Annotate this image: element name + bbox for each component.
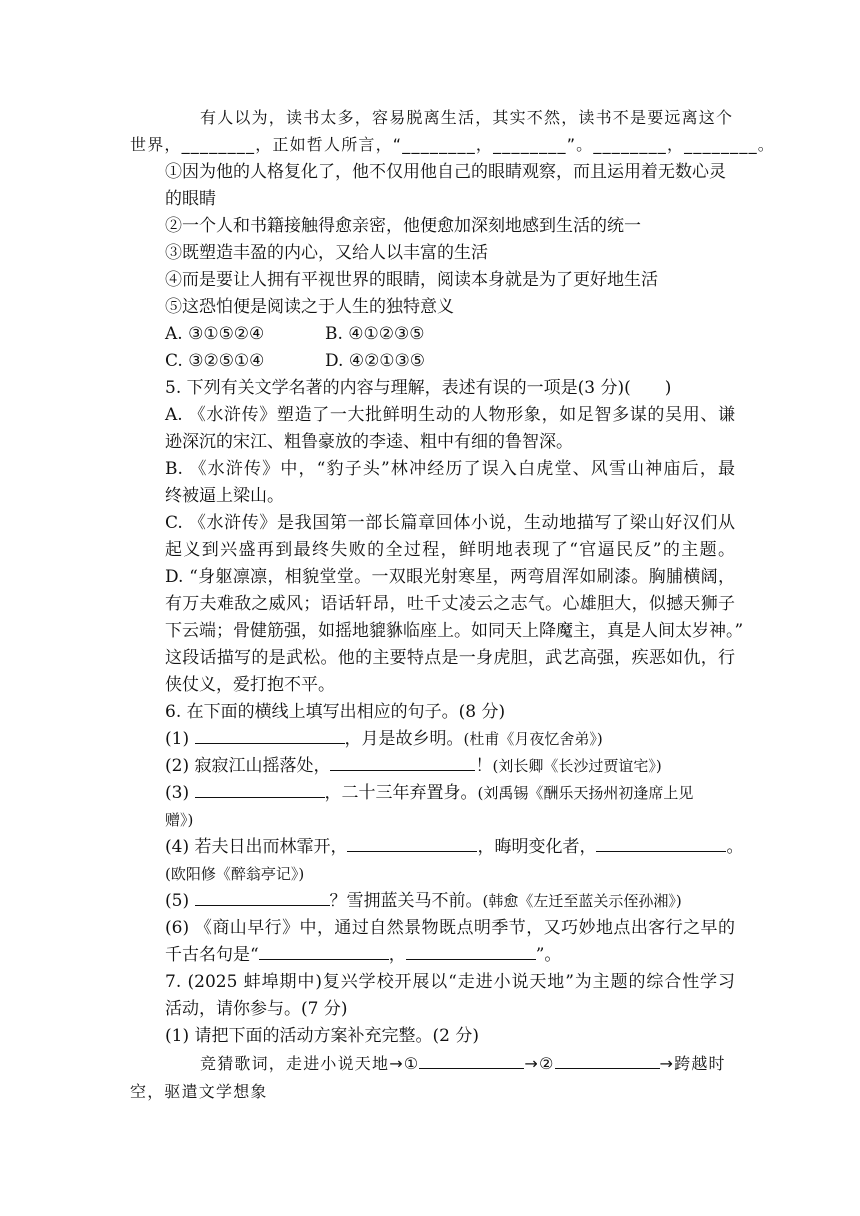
q6-item-6-end: ”。 [535, 945, 562, 965]
q7-plan-part-c: →跨越时 [659, 1054, 726, 1073]
q4-item-2: ②一个人和书籍接触得愈亲密，他便愈加深刻地感到生活的统一 [165, 216, 641, 236]
q6-item-5 [165, 887, 735, 915]
q7-plan-line-2: 空，驱遣文学想象 [130, 1082, 268, 1101]
q6-item-6-line-2 [165, 941, 735, 969]
q7-blank-2[interactable] [555, 1052, 660, 1069]
q5-option-a-line-2: 逊深沉的宋江、粗鲁豪放的李逵、粗中有细的鲁智深。 [165, 432, 573, 452]
q7-plan-part-b: →② [524, 1054, 555, 1073]
q6-item-2-source: (刘长卿《长沙过贾谊宅》) [492, 757, 662, 775]
q4-item-4: ④而是要让人拥有平视世界的眼睛，阅读本身就是为了更好地生活 [165, 270, 658, 290]
q5-option-d-line-5: 侠仗义，爱打抱不平。 [165, 675, 335, 695]
q6-item-1-number: (1) [165, 729, 190, 749]
q5-option-c-line-2: 起义到兴盛再到最终失败的全过程，鲜明地表现了“官逼民反”的主题。 [165, 540, 735, 560]
q5-option-d-line-3: 下云端；骨健筋强，如摇地貔貅临座上。如同天上降魔主，真是人间太岁神。” [165, 621, 744, 641]
q4-option-a[interactable]: A. ③①⑤②④ [165, 324, 265, 344]
q6-blank-1[interactable] [195, 726, 345, 744]
q6-item-2-end: ！ [475, 756, 493, 776]
q5-stem: 5. 下列有关文学名著的内容与理解，表述有误的一项是(3 分)( ) [165, 378, 672, 398]
q4-item-5: ⑤这恐怕便是阅读之于人生的独特意义 [165, 297, 454, 317]
q4-item-1: ①因为他的人格复化了，他不仅用他自己的眼睛观察，而且运用着无数心灵 [165, 162, 726, 182]
q6-item-3-text: ，二十三年弃置身。 [324, 783, 478, 803]
q6-item-2 [165, 752, 735, 780]
q6-item-3-source-cont: 赠》) [165, 811, 194, 829]
q4-intro-line-1: 有人以为，读书太多，容易脱离生活，其实不然，读书不是要远离这个 [200, 108, 734, 127]
q6-blank-4[interactable] [347, 834, 477, 852]
q5-option-a-line-1: A. 《水浒传》塑造了一大批鲜明生动的人物形象，如足智多谋的吴用、谦 [165, 405, 735, 425]
q7-plan-line-1 [200, 1050, 740, 1078]
q6-item-3-cont [165, 806, 735, 834]
q6-item-1-source: (杜甫《月夜忆舍弟》) [463, 730, 603, 748]
q6-item-4-cont [165, 860, 735, 888]
q6-item-4-text: (4) 若夫日出而林霏开， [165, 837, 348, 857]
q7-sub-question-1: (1) 请把下面的活动方案补充完整。(2 分) [165, 1026, 479, 1046]
q4-option-b[interactable]: B. ④①②③⑤ [325, 324, 425, 344]
q6-item-4-mid: ，晦明变化者， [477, 837, 597, 857]
q6-blank-3[interactable] [195, 780, 325, 798]
q6-item-5-number: (5) [165, 891, 190, 911]
q6-item-4-end: 。 [726, 837, 744, 857]
q6-item-4 [165, 833, 744, 861]
q6-item-5-text: ？雪拥蓝关马不前。 [329, 891, 483, 911]
q6-item-3 [165, 779, 735, 807]
q5-option-c-line-1: C. 《水浒传》是我国第一部长篇章回体小说，生动地描写了梁山好汉们从 [165, 513, 735, 533]
q6-item-1 [165, 725, 735, 753]
q4-item-1-cont: 的眼睛 [165, 189, 216, 209]
q6-blank-8[interactable] [406, 942, 536, 960]
q5-option-d-line-2: 有万夫难敌之威风；语话轩昂，吐千丈凌云之志气。心雄胆大，似撼天狮子 [165, 594, 735, 614]
q6-item-1-text: ，月是故乡明。 [344, 729, 464, 749]
q6-blank-2[interactable] [330, 753, 475, 771]
q7-plan-part-a: 竞猜歌词，走进小说天地→① [200, 1054, 420, 1073]
q4-option-d[interactable]: D. ④②①③⑤ [325, 351, 426, 371]
q4-intro-line-2: 世界，________，正如哲人所言，“________，________”。________，________。 [130, 135, 775, 154]
q6-item-3-number: (3) [165, 783, 190, 803]
q6-item-3-source: (刘禹锡《酬乐天扬州初逢席上见 [477, 784, 694, 802]
q5-option-d-line-1: D. “身躯凛凛，相貌堂堂。一双眼光射寒星，两弯眉浑如刷漆。胸脯横阔， [165, 567, 735, 587]
q5-option-d-line-4: 这段话描写的是武松。他的主要特点是一身虎胆，武艺高强，疾恶如仇，行 [165, 648, 735, 668]
q7-blank-1[interactable] [419, 1052, 524, 1069]
q5-option-b-line-2: 终被逼上梁山。 [165, 486, 284, 506]
q6-blank-7[interactable] [259, 942, 389, 960]
q6-item-4-source: (欧阳修《醉翁亭记》) [165, 865, 305, 883]
q7-stem-line-2: 活动，请你参与。(7 分) [165, 999, 348, 1019]
q4-option-c[interactable]: C. ③②⑤①④ [165, 351, 265, 371]
q6-item-6-comma: ， [388, 945, 406, 965]
q5-option-b-line-1: B. 《水浒传》中，“豹子头”林冲经历了误入白虎堂、风雪山神庙后，最 [165, 459, 735, 479]
q6-stem: 6. 在下面的横线上填写出相应的句子。(8 分) [165, 702, 506, 722]
q6-item-6-prefix: 千古名句是“ [165, 945, 259, 965]
q6-blank-6[interactable] [195, 888, 330, 906]
q6-blank-5[interactable] [596, 834, 726, 852]
q6-item-5-source: (韩愈《左迁至蓝关示侄孙湘》) [482, 892, 682, 910]
q7-stem-line-1: 7. (2025 蚌埠期中)复兴学校开展以“走进小说天地”为主题的综合性学习 [165, 972, 735, 992]
q6-item-2-text: (2) 寂寂江山摇落处， [165, 756, 331, 776]
q4-item-3: ③既塑造丰盈的内心，又给人以丰富的生活 [165, 243, 488, 263]
q6-item-6-line-1: (6) 《商山早行》中，通过自然景物既点明季节，又巧妙地点出客行之早的 [165, 918, 735, 938]
